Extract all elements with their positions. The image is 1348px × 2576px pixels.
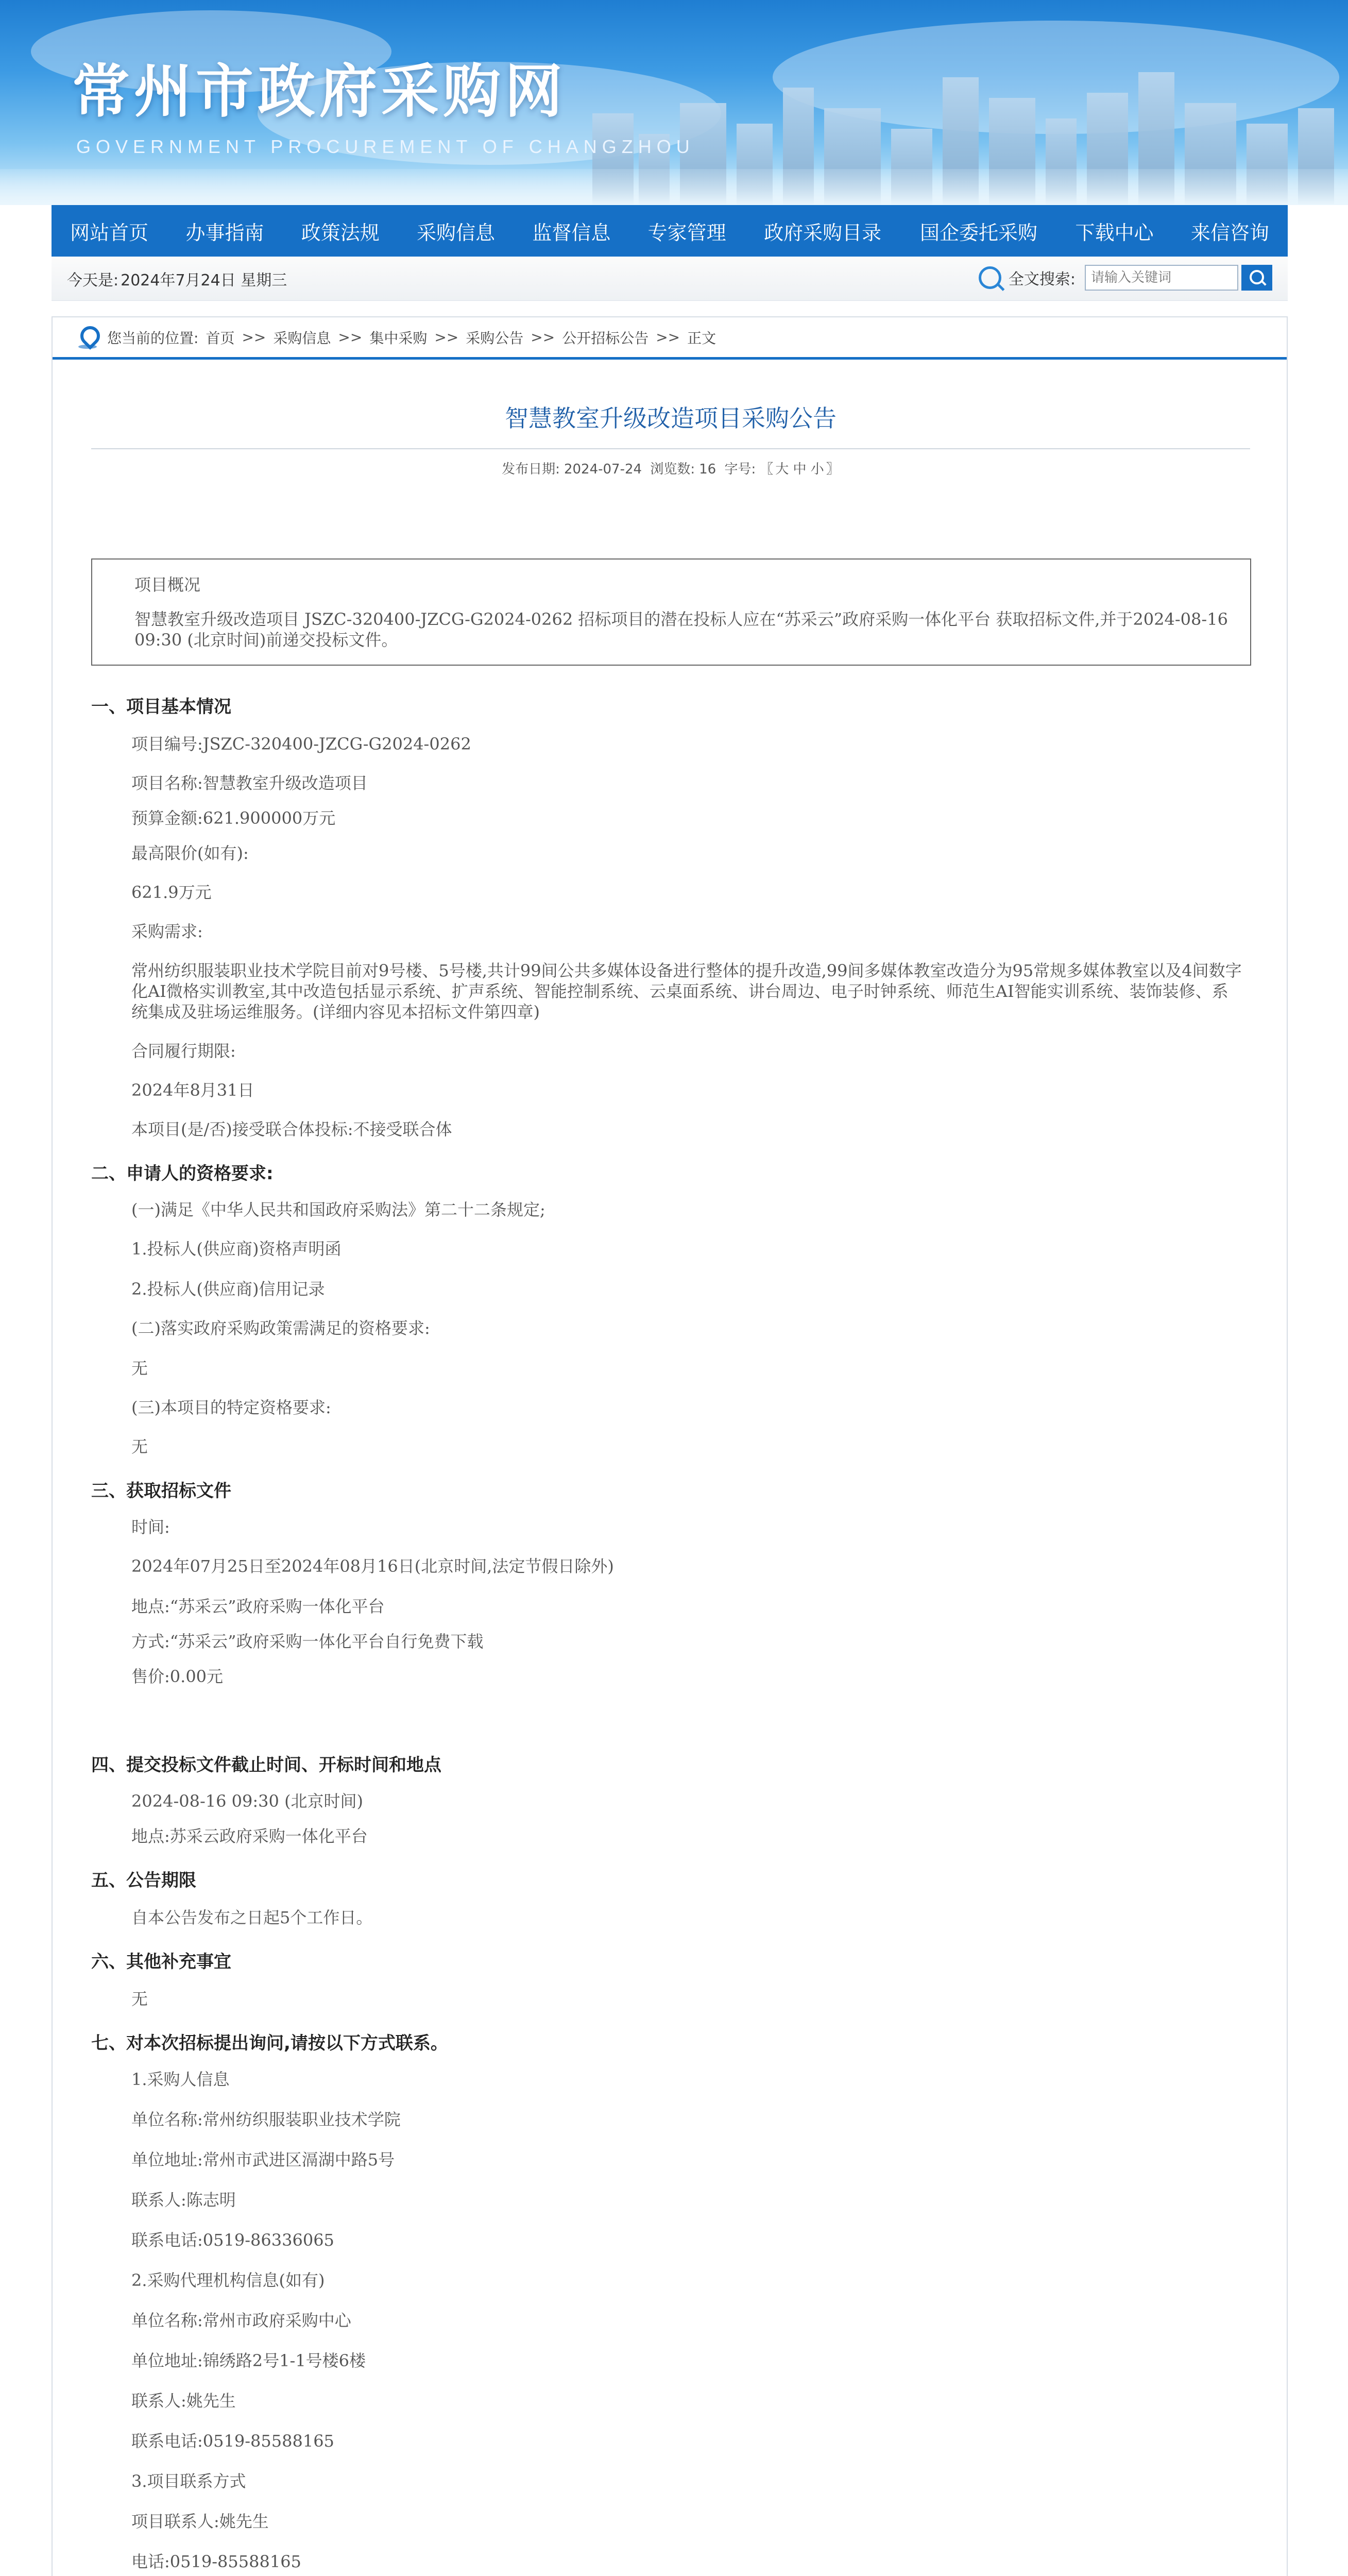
qualification-item: 1.投标人(供应商)资格声明函: [131, 1239, 342, 1259]
obtain-time-label: 时间:: [131, 1517, 170, 1537]
breadcrumb-procurement-info[interactable]: 采购信息: [273, 329, 331, 347]
qualification-item: (一)满足《中华人民共和国政府采购法》第二十二条规定;: [131, 1200, 545, 1219]
breadcrumb-public-tender[interactable]: 公开招标公告: [562, 329, 649, 347]
today-date: [67, 267, 289, 290]
qualification-item: 2.投标人(供应商)信用记录: [131, 1279, 325, 1299]
font-size-label: 字号:: [724, 462, 756, 477]
breadcrumb-separator: >>: [242, 329, 266, 346]
requirements-label: 采购需求:: [131, 922, 203, 941]
breadcrumb-prefix: 您当前的位置:: [107, 329, 199, 347]
main-nav: [52, 205, 1288, 257]
contact-item: 联系人:姚先生: [131, 2391, 236, 2411]
nav-item-experts[interactable]: 专家管理: [647, 221, 726, 244]
font-size-medium-link[interactable]: 中: [793, 462, 807, 477]
qualification-item: 无: [131, 1359, 148, 1378]
nav-item-inquiry[interactable]: 来信咨询: [1190, 221, 1269, 244]
publish-date: 2024-07-24: [564, 462, 642, 477]
article-title: 智慧教室升级改造项目采购公告: [505, 404, 837, 432]
nav-item-downloads[interactable]: 下载中心: [1075, 221, 1154, 244]
site-subtitle: GOVERNMENT PROCUREMENT OF CHANGZHOU: [76, 136, 695, 157]
breadcrumb-separator: >>: [656, 329, 680, 346]
breadcrumb-separator: >>: [434, 329, 459, 346]
contract-period-value: 2024年8月31日: [131, 1080, 254, 1100]
section-heading: 六、其他补充事宜: [91, 1952, 231, 1972]
section-heading: 一、项目基本情况: [91, 697, 231, 717]
search-icon: [979, 266, 1001, 289]
section-heading: 三、获取招标文件: [91, 1481, 231, 1501]
breadcrumb-current: 正文: [687, 329, 716, 347]
max-price-label: 最高限价(如有):: [131, 843, 249, 863]
nav-item-supervision[interactable]: 监督信息: [532, 221, 611, 244]
contact-item: 联系电话:0519-86336065: [131, 2230, 334, 2250]
date-value: 2024年7月24日 星期三: [121, 271, 287, 290]
contact-item: 单位地址:锦绣路2号1-1号楼6楼: [131, 2351, 366, 2370]
overview-text: 智慧教室升级改造项目 JSZC-320400-JZCG-G2024-0262 招标项目的潜在投标人应在“苏采云”政府采购一体化平台 获取招标文件,并于2024-08-16 09:30 (北京时间)前递交投标文件。: [134, 609, 1228, 650]
site-title: 常州市政府采购网: [72, 58, 567, 125]
font-size-bracket-open: 〖: [760, 462, 774, 477]
article-meta: [53, 459, 1289, 478]
breadcrumb-central-procurement[interactable]: 集中采购: [369, 329, 428, 347]
nav-item-home[interactable]: 网站首页: [70, 221, 149, 244]
contact-item: 联系人:陈志明: [131, 2190, 236, 2210]
nav-item-procurement-info[interactable]: 采购信息: [417, 221, 496, 244]
contact-item: 单位名称:常州纺织服装职业技术学院: [131, 2110, 401, 2129]
breadcrumb-separator: >>: [338, 329, 363, 346]
other-matters: 无: [131, 1989, 148, 2009]
consortium-bid: 本项目(是/否)接受联合体投标:不接受联合体: [131, 1120, 452, 1139]
info-bar: [52, 257, 1288, 301]
section-heading: 七、对本次招标提出询问,请按以下方式联系。: [91, 2033, 448, 2054]
section-heading: 四、提交投标文件截止时间、开标时间和地点: [91, 1755, 441, 1775]
project-number: 项目编号:JSZC-320400-JZCG-G2024-0262: [131, 734, 471, 754]
obtain-time-value: 2024年07月25日至2024年08月16日(北京时间,法定节假日除外): [131, 1556, 614, 1576]
nav-item-soe-procurement[interactable]: 国企委托采购: [919, 221, 1037, 244]
contact-item: 2.采购代理机构信息(如有): [131, 2270, 325, 2290]
contact-item: 3.项目联系方式: [131, 2471, 246, 2491]
font-size-small-link[interactable]: 小: [810, 462, 824, 477]
contact-item: 1.采购人信息: [131, 2070, 230, 2089]
qualification-item: (三)本项目的特定资格要求:: [131, 1398, 331, 1417]
nav-item-catalog[interactable]: 政府采购目录: [764, 221, 882, 244]
overview-title: 项目概况: [134, 575, 201, 595]
requirements-text: 常州纺织服装职业技术学院目前对9号楼、5号楼,共计99间公共多媒体设备进行整体的提升改造,99间多媒体教室改造分为95常规多媒体教室以及4间数字化AI微格实训教室,其中改造包括显示系统、扩声系统、智能控制系统、云桌面系统、讲台周边、电子时钟系统、师范生AI智能实训系统、装饰装修、系统集成及驻场运维服务。(详细内容见本招标文件第四章): [131, 961, 1242, 1022]
contact-item: 联系电话:0519-85588165: [131, 2431, 334, 2451]
deadline-time: 2024-08-16 09:30 (北京时间): [131, 1791, 364, 1811]
obtain-method: 方式:“苏采云”政府采购一体化平台自行免费下载: [131, 1632, 484, 1651]
obtain-price: 售价:0.00元: [131, 1667, 224, 1686]
breadcrumb-procurement-notice[interactable]: 采购公告: [466, 329, 524, 347]
contact-item: 单位名称:常州市政府采购中心: [131, 2311, 351, 2330]
location-pin-icon: [78, 326, 97, 349]
publish-label: 发布日期:: [502, 462, 560, 477]
font-size-bracket-close: 〗: [826, 462, 840, 477]
project-name: 项目名称:智慧教室升级改造项目: [131, 773, 368, 793]
contact-item: 项目联系人:姚先生: [131, 2512, 269, 2531]
section-heading: 五、公告期限: [91, 1870, 196, 1891]
content-panel: [52, 316, 1288, 2576]
date-label: 今天是:: [67, 271, 119, 290]
contact-item: 单位地址:常州市武进区滆湖中路5号: [131, 2150, 395, 2170]
font-size-large-link[interactable]: 大: [775, 462, 789, 477]
breadcrumb: [53, 317, 1287, 360]
contract-period-label: 合同履行期限:: [131, 1041, 236, 1061]
views-label: 浏览数:: [650, 462, 695, 477]
search-area: [979, 265, 1272, 291]
breadcrumb-separator: >>: [531, 329, 555, 346]
section-heading: 二、申请人的资格要求:: [91, 1163, 274, 1184]
budget-amount: 预算金额:621.900000万元: [131, 808, 336, 828]
search-button[interactable]: [1241, 265, 1272, 291]
contact-item: 电话:0519-85588165: [131, 2552, 301, 2571]
qualification-item: 无: [131, 1437, 148, 1456]
search-label: 全文搜索:: [1008, 270, 1076, 289]
max-price-value: 621.9万元: [131, 883, 212, 902]
qualification-item: (二)落实政府采购政策需满足的资格要求:: [131, 1318, 430, 1338]
site-banner: [0, 0, 1348, 205]
nav-item-policy[interactable]: 政策法规: [301, 221, 380, 244]
title-divider: [91, 448, 1250, 449]
breadcrumb-home[interactable]: 首页: [206, 329, 235, 347]
notice-period: 自本公告发布之日起5个工作日。: [131, 1908, 373, 1927]
project-overview-box: [91, 558, 1251, 666]
nav-item-guide[interactable]: 办事指南: [185, 221, 264, 244]
search-input[interactable]: [1085, 265, 1238, 291]
views-count: 16: [699, 462, 716, 477]
obtain-location: 地点:“苏采云”政府采购一体化平台: [131, 1597, 385, 1616]
deadline-location: 地点:苏采云政府采购一体化平台: [131, 1826, 368, 1846]
